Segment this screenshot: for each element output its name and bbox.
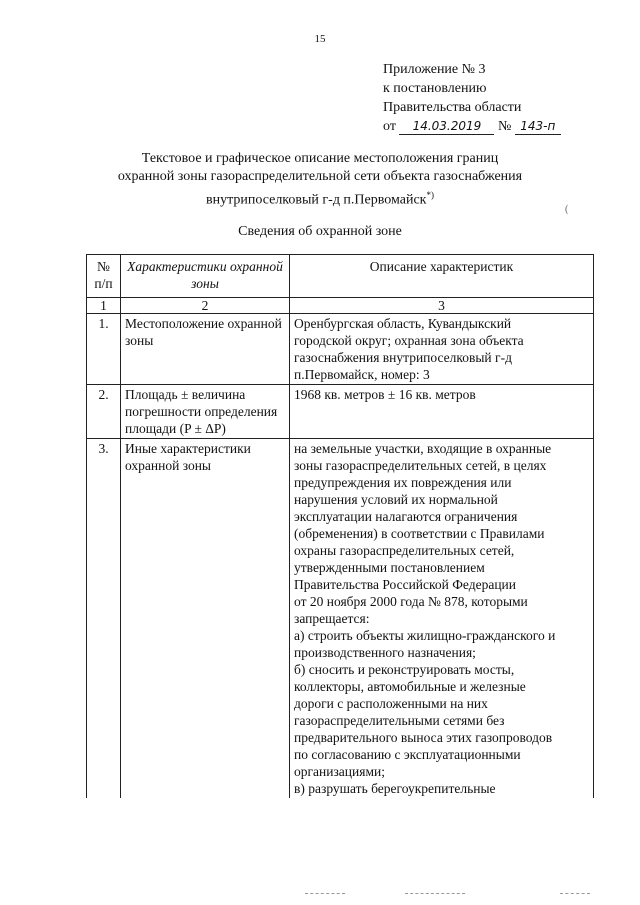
row-characteristic: Площадь ± величина погрешности определения площади (P ± ΔP)	[121, 385, 290, 439]
appendix-line-2: к постановлению	[383, 81, 487, 96]
index-cell-3: 3	[290, 298, 594, 314]
description-line: зоны газораспределительных сетей, в целях	[294, 458, 547, 473]
description-line: предупреждения их повреждения или	[294, 475, 512, 490]
description-line: газоснабжения внутрипоселковый г-д	[294, 350, 512, 365]
description-line: от 20 ноября 2000 года № 878, которыми	[294, 594, 528, 609]
scan-mark	[405, 893, 465, 895]
description-line: б) сносить и реконструировать мосты,	[294, 662, 515, 677]
description-line: утвержденными постановлением	[294, 560, 485, 575]
description-line: в) разрушать берегоукрепительные	[294, 781, 496, 796]
handwritten-number: 143-п	[515, 119, 561, 135]
description-line: дороги с расположенными на них	[294, 696, 488, 711]
description-line: производственного назначения;	[294, 645, 476, 660]
protection-zone-table	[86, 254, 594, 798]
table-row	[87, 385, 594, 439]
number-label: №	[497, 119, 512, 134]
header-number: № п/п	[87, 255, 121, 298]
description-line: газораспределительными сетями без	[294, 713, 505, 728]
scan-mark	[560, 893, 590, 895]
title-line-1: Текстовое и графическое описание местоположения границ	[141, 151, 499, 166]
description-line: п.Первомайск, номер: 3	[294, 367, 430, 382]
description-line: Правительства Российской Федерации	[294, 577, 516, 592]
table-index-row	[87, 298, 594, 314]
description-line: (обременения) в соответствии с Правилами	[294, 526, 545, 541]
header-characteristic: Характеристики охранной зоны	[121, 255, 290, 298]
appendix-date-line	[383, 117, 561, 136]
row-description	[290, 439, 594, 799]
description-line: городской округ; охранная зона объекта	[294, 333, 524, 348]
description-line: предварительного выноса этих газопроводов	[294, 730, 553, 745]
appendix-block	[383, 60, 561, 136]
title-line-3-text: внутрипоселковый г-д п.Первомайск	[206, 192, 427, 208]
description-line: коллекторы, автомобильные и железные	[294, 679, 526, 694]
section-title: Сведения об охранной зоне	[238, 224, 402, 239]
row-number: 3.	[87, 439, 121, 799]
description-line: нарушения условий их нормальной	[294, 492, 498, 507]
appendix-line-3: Правительства области	[383, 100, 522, 115]
row-number: 1.	[87, 314, 121, 385]
handwritten-date: 14.03.2019	[399, 119, 494, 135]
description-line: запрещается:	[294, 611, 370, 626]
row-characteristic: Иные характеристики охранной зоны	[121, 439, 290, 799]
document-title	[0, 150, 640, 210]
description-line: организациями;	[294, 764, 385, 779]
page-number: 15	[314, 33, 326, 45]
description-line: на земельные участки, входящие в охранные	[294, 441, 552, 456]
description-line: эксплуатации налагаются ограничения	[294, 509, 518, 524]
stray-mark: (	[565, 204, 569, 215]
scan-mark	[305, 893, 345, 895]
description-line: а) строить объекты жилищно-гражданского и	[294, 628, 556, 643]
title-line-2: охранной зоны газораспределительной сети объекта газоснабжения	[117, 169, 523, 184]
header-description: Описание характеристик	[290, 255, 594, 298]
row-description	[290, 314, 594, 385]
from-label: от	[383, 119, 396, 134]
description-line: 1968 кв. метров ± 16 кв. метров	[294, 387, 476, 402]
table-header-row	[87, 255, 594, 298]
table-row	[87, 439, 594, 799]
row-description	[290, 385, 594, 439]
description-line: по согласованию с эксплуатационными	[294, 747, 521, 762]
index-cell-2: 2	[121, 298, 290, 314]
index-cell-1: 1	[87, 298, 121, 314]
description-line: Оренбургская область, Кувандыкский	[294, 316, 512, 331]
footnote-mark: *)	[426, 190, 434, 200]
row-number: 2.	[87, 385, 121, 439]
appendix-title: Приложение № 3	[383, 62, 486, 77]
description-line: охраны газораспределительных сетей,	[294, 543, 515, 558]
table-row	[87, 314, 594, 385]
title-line-3	[0, 186, 640, 210]
row-characteristic: Местоположение охранной зоны	[121, 314, 290, 385]
